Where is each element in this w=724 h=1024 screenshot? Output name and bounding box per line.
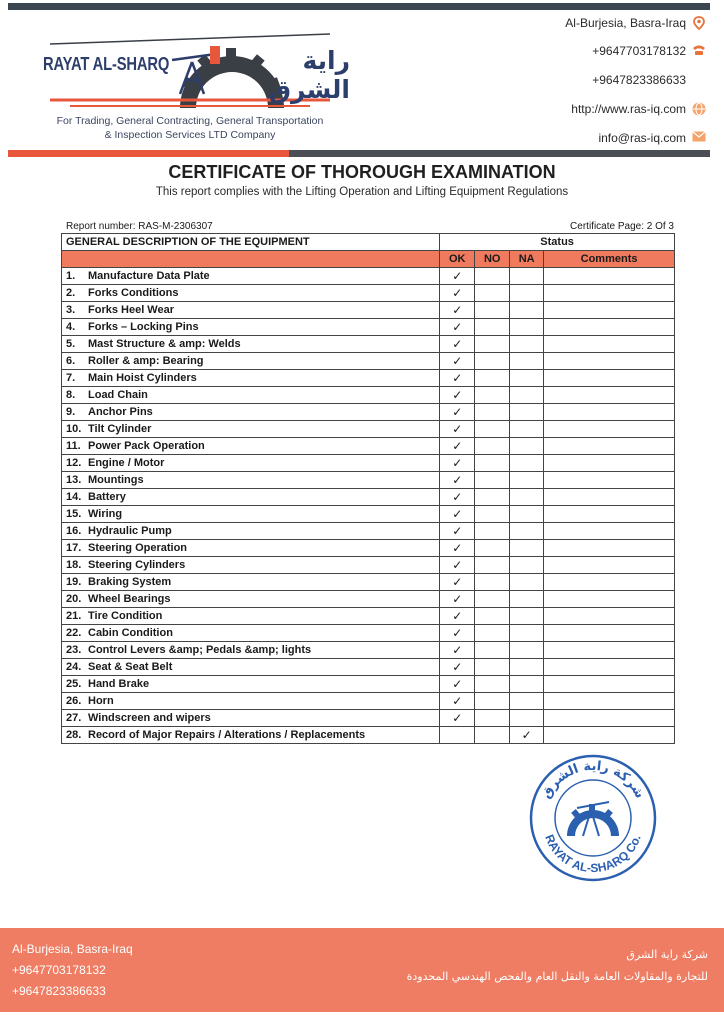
equipment-item — [62, 574, 440, 591]
comments-cell — [544, 387, 675, 404]
table-row — [62, 455, 675, 472]
status-cell-no — [475, 591, 510, 608]
table-row — [62, 387, 675, 404]
certificate-subtitle: This report complies with the Lifting Operation and Lifting Equipment Regulations — [155, 186, 569, 198]
svg-text:شركة راية الشرق: شركة راية الشرق — [538, 758, 648, 802]
checkmark-icon: ✓ — [452, 541, 463, 555]
equipment-item — [62, 302, 440, 319]
status-cell-na — [510, 302, 544, 319]
top-rule — [8, 3, 710, 10]
table-row — [62, 285, 675, 302]
status-cell-no — [475, 506, 510, 523]
status-cell-na — [510, 676, 544, 693]
checkmark-icon: ✓ — [452, 592, 463, 606]
tagline-line-2: & Inspection Services LTD Company — [104, 129, 276, 141]
item-label: Forks – Locking Pins — [88, 321, 199, 333]
status-cell-no — [475, 370, 510, 387]
equipment-item — [62, 387, 440, 404]
equipment-item — [62, 489, 440, 506]
table-row — [62, 676, 675, 693]
contact-phone-1 — [592, 44, 706, 58]
comments-cell — [544, 421, 675, 438]
status-cell-no — [475, 319, 510, 336]
status-cell-ok — [440, 557, 475, 574]
phone-icon — [692, 44, 706, 58]
equipment-item — [62, 472, 440, 489]
status-cell-na — [510, 591, 544, 608]
status-cell-ok — [440, 438, 475, 455]
status-cell-no — [475, 404, 510, 421]
equipment-item — [62, 591, 440, 608]
equipment-table — [61, 233, 675, 744]
equipment-item — [62, 506, 440, 523]
comments-cell — [544, 302, 675, 319]
equipment-item — [62, 353, 440, 370]
table-row — [62, 438, 675, 455]
equipment-item — [62, 540, 440, 557]
comments-cell — [544, 455, 675, 472]
item-label: Control Levers &amp; Pedals &amp; lights — [88, 644, 312, 656]
status-cell-na — [510, 353, 544, 370]
item-number: 24. — [66, 661, 82, 673]
item-label: Braking System — [88, 576, 172, 588]
status-cell-no — [475, 540, 510, 557]
item-label: Main Hoist Cylinders — [88, 372, 197, 384]
item-label: Hydraulic Pump — [88, 525, 172, 537]
status-cell-no — [475, 285, 510, 302]
section-header: GENERAL DESCRIPTION OF THE EQUIPMENT — [62, 234, 440, 251]
table-row — [62, 421, 675, 438]
contact-address — [565, 16, 706, 30]
item-number: 3. — [66, 304, 76, 316]
item-number: 10. — [66, 423, 82, 435]
contact-phone-1-text: +9647703178132 — [592, 44, 686, 58]
equipment-item — [62, 523, 440, 540]
report-number: Report number: RAS-M-2306307 — [66, 221, 213, 232]
item-label: Horn — [88, 695, 114, 707]
item-label: Anchor Pins — [88, 406, 153, 418]
equipment-item — [62, 642, 440, 659]
status-cell-na — [510, 472, 544, 489]
equipment-item — [62, 404, 440, 421]
item-number: 7. — [66, 372, 76, 384]
status-cell-ok — [440, 302, 475, 319]
item-label: Roller & amp: Bearing — [88, 355, 204, 367]
status-cell-na — [510, 285, 544, 302]
item-label: Steering Cylinders — [88, 559, 186, 571]
contact-phone-2-text: +9647823386633 — [592, 73, 686, 87]
item-number: 1. — [66, 270, 76, 282]
status-cell-na — [510, 608, 544, 625]
checkmark-icon: ✓ — [452, 439, 463, 453]
comments-cell — [544, 404, 675, 421]
contact-website-text: http://www.ras-iq.com — [571, 102, 686, 116]
checkmark-icon: ✓ — [452, 507, 463, 521]
table-row — [62, 523, 675, 540]
item-label: Battery — [88, 491, 126, 503]
equipment-item — [62, 557, 440, 574]
status-cell-no — [475, 557, 510, 574]
equipment-item — [62, 319, 440, 336]
item-number: 16. — [66, 525, 82, 537]
item-number: 20. — [66, 593, 82, 605]
checkmark-icon: ✓ — [452, 677, 463, 691]
status-cell-ok — [440, 370, 475, 387]
status-cell-na — [510, 506, 544, 523]
equipment-item — [62, 455, 440, 472]
comments-cell — [544, 268, 675, 285]
item-label: Power Pack Operation — [88, 440, 205, 452]
status-cell-na — [510, 455, 544, 472]
table-row — [62, 710, 675, 727]
checkmark-icon: ✓ — [452, 286, 463, 300]
item-number: 18. — [66, 559, 82, 571]
comments-cell — [544, 727, 675, 744]
table-row — [62, 302, 675, 319]
status-cell-no — [475, 523, 510, 540]
status-cell-ok — [440, 472, 475, 489]
item-label: Tilt Cylinder — [88, 423, 152, 435]
status-cell-na — [510, 693, 544, 710]
table-row — [62, 574, 675, 591]
comments-cell — [544, 370, 675, 387]
status-cell-na — [510, 523, 544, 540]
checkmark-icon: ✓ — [452, 320, 463, 334]
certificate-title: CERTIFICATE OF THOROUGH EXAMINATION — [168, 162, 556, 182]
status-cell-no — [475, 642, 510, 659]
status-cell-na — [510, 710, 544, 727]
status-cell-ok — [440, 659, 475, 676]
status-cell-na — [510, 489, 544, 506]
comments-cell — [544, 540, 675, 557]
status-cell-na — [510, 336, 544, 353]
status-cell-no — [475, 727, 510, 744]
item-number: 13. — [66, 474, 82, 486]
checkmark-icon: ✓ — [452, 490, 463, 504]
status-cell-na — [510, 642, 544, 659]
equipment-item — [62, 727, 440, 744]
logo-name-ar: راية الشرق — [268, 46, 350, 104]
comments-cell — [544, 676, 675, 693]
tagline-line-1: For Trading, General Contracting, General Transportation — [56, 115, 324, 127]
equipment-item — [62, 285, 440, 302]
status-cell-no — [475, 268, 510, 285]
comments-cell — [544, 608, 675, 625]
status-cell-ok — [440, 710, 475, 727]
status-cell-ok — [440, 353, 475, 370]
status-cell-no — [475, 472, 510, 489]
footer-address: Al-Burjesia, Basra-Iraq — [12, 942, 133, 956]
equipment-item — [62, 676, 440, 693]
status-cell-ok — [440, 608, 475, 625]
checkmark-icon: ✓ — [452, 694, 463, 708]
footer-bar — [0, 928, 724, 1012]
col-na: NA — [510, 251, 544, 268]
status-cell-no — [475, 625, 510, 642]
contact-email-text: info@ras-iq.com — [598, 131, 686, 145]
item-label: Cabin Condition — [88, 627, 173, 639]
item-label: Windscreen and wipers — [88, 712, 211, 724]
item-label: Seat & Seat Belt — [88, 661, 173, 673]
status-cell-ok — [440, 268, 475, 285]
item-label: Mast Structure & amp: Welds — [88, 338, 241, 350]
comments-cell — [544, 336, 675, 353]
status-cell-ok — [440, 574, 475, 591]
contact-address-text: Al-Burjesia, Basra-Iraq — [565, 16, 686, 30]
status-cell-na — [510, 421, 544, 438]
equipment-item — [62, 370, 440, 387]
table-row — [62, 370, 675, 387]
item-number: 14. — [66, 491, 82, 503]
table-row — [62, 489, 675, 506]
item-number: 9. — [66, 406, 76, 418]
table-row — [62, 268, 675, 285]
item-number: 25. — [66, 678, 82, 690]
company-logo — [30, 16, 350, 146]
comments-cell — [544, 353, 675, 370]
checkmark-icon: ✓ — [452, 626, 463, 640]
table-row — [62, 693, 675, 710]
status-cell-no — [475, 455, 510, 472]
footer-phone-2: +9647823386633 — [12, 984, 106, 998]
status-cell-no — [475, 710, 510, 727]
table-row — [62, 404, 675, 421]
footer-services-ar: للتجارة والمقاولات العامة والنقل العام والفحص الهندسي المحدودة — [406, 970, 708, 983]
item-number: 28. — [66, 729, 82, 741]
item-label: Manufacture Data Plate — [88, 270, 210, 282]
item-number: 12. — [66, 457, 82, 469]
status-cell-ok — [440, 285, 475, 302]
table-row — [62, 608, 675, 625]
status-cell-no — [475, 489, 510, 506]
checkmark-icon: ✓ — [452, 269, 463, 283]
comments-cell — [544, 591, 675, 608]
status-cell-ok — [440, 404, 475, 421]
checkmark-icon: ✓ — [452, 575, 463, 589]
item-number: 11. — [66, 440, 81, 452]
item-label: Wheel Bearings — [88, 593, 171, 605]
equipment-item — [62, 268, 440, 285]
status-cell-ok — [440, 540, 475, 557]
table-row — [62, 659, 675, 676]
equipment-item — [62, 336, 440, 353]
item-number: 15. — [66, 508, 82, 520]
header-divider-bar — [8, 150, 710, 157]
checkmark-icon: ✓ — [452, 422, 463, 436]
item-number: 22. — [66, 627, 82, 639]
checkmark-icon: ✓ — [452, 660, 463, 674]
equipment-item — [62, 438, 440, 455]
equipment-item — [62, 693, 440, 710]
status-cell-no — [475, 693, 510, 710]
status-cell-ok — [440, 489, 475, 506]
status-cell-ok — [440, 642, 475, 659]
table-row — [62, 642, 675, 659]
status-cell-na — [510, 659, 544, 676]
item-label: Load Chain — [88, 389, 148, 401]
status-cell-ok — [440, 455, 475, 472]
globe-icon — [692, 102, 706, 116]
comments-cell — [544, 319, 675, 336]
status-cell-no — [475, 659, 510, 676]
status-cell-na — [510, 540, 544, 557]
comments-cell — [544, 506, 675, 523]
status-cell-ok — [440, 336, 475, 353]
equipment-item — [62, 625, 440, 642]
status-cell-no — [475, 353, 510, 370]
checkmark-icon: ✓ — [452, 609, 463, 623]
header-spacer — [62, 251, 440, 268]
checkmark-icon: ✓ — [452, 456, 463, 470]
comments-cell — [544, 285, 675, 302]
table-row — [62, 472, 675, 489]
status-cell-ok — [440, 421, 475, 438]
comments-cell — [544, 659, 675, 676]
status-cell-na — [510, 625, 544, 642]
table-row — [62, 625, 675, 642]
table-row — [62, 727, 675, 744]
item-label: Forks Heel Wear — [88, 304, 175, 316]
footer-company-ar: شركة راية الشرق — [626, 948, 708, 961]
status-cell-ok — [440, 319, 475, 336]
equipment-item — [62, 608, 440, 625]
item-number: 5. — [66, 338, 76, 350]
status-cell-ok — [440, 676, 475, 693]
status-cell-na — [510, 370, 544, 387]
status-cell-ok — [440, 506, 475, 523]
comments-cell — [544, 642, 675, 659]
col-no: NO — [475, 251, 510, 268]
equipment-item — [62, 421, 440, 438]
item-label: Mountings — [88, 474, 144, 486]
status-cell-no — [475, 608, 510, 625]
checkmark-icon: ✓ — [452, 371, 463, 385]
equipment-item — [62, 659, 440, 676]
checkmark-icon: ✓ — [452, 558, 463, 572]
item-label: Record of Major Repairs / Alterations / Replacements — [88, 729, 366, 741]
status-cell-no — [475, 438, 510, 455]
status-cell-no — [475, 302, 510, 319]
status-cell-ok — [440, 727, 475, 744]
checkmark-icon: ✓ — [452, 337, 463, 351]
comments-cell — [544, 625, 675, 642]
status-cell-na — [510, 557, 544, 574]
comments-cell — [544, 472, 675, 489]
table-row — [62, 319, 675, 336]
item-number: 6. — [66, 355, 76, 367]
col-ok: OK — [440, 251, 475, 268]
table-row — [62, 557, 675, 574]
item-label: Tire Condition — [88, 610, 163, 622]
table-row — [62, 353, 675, 370]
comments-cell — [544, 438, 675, 455]
logo-name-en: RAYAT AL-SHARQ — [43, 54, 170, 74]
comments-cell — [544, 574, 675, 591]
table-row — [62, 506, 675, 523]
checkmark-icon: ✓ — [452, 354, 463, 368]
comments-cell — [544, 489, 675, 506]
table-row — [62, 591, 675, 608]
status-cell-no — [475, 387, 510, 404]
item-number: 23. — [66, 644, 82, 656]
item-number: 27. — [66, 712, 82, 724]
item-label: Steering Operation — [88, 542, 188, 554]
checkmark-icon: ✓ — [452, 473, 463, 487]
comments-cell — [544, 693, 675, 710]
status-cell-na — [510, 727, 544, 744]
status-cell-ok — [440, 523, 475, 540]
status-cell-ok — [440, 693, 475, 710]
checkmark-icon: ✓ — [452, 524, 463, 538]
certificate-page: Certificate Page: 2 Of 3 — [570, 221, 674, 232]
table-row — [62, 540, 675, 557]
svg-text:RAYAT AL-SHARQ Co.: RAYAT AL-SHARQ Co. — [542, 832, 644, 876]
status-cell-ok — [440, 591, 475, 608]
status-cell-na — [510, 268, 544, 285]
checkmark-icon: ✓ — [521, 728, 532, 742]
location-pin-icon — [692, 16, 706, 30]
checkmark-icon: ✓ — [452, 303, 463, 317]
status-header: Status — [440, 234, 675, 251]
status-cell-na — [510, 387, 544, 404]
company-stamp — [527, 752, 659, 884]
item-label: Wiring — [88, 508, 123, 520]
status-cell-no — [475, 676, 510, 693]
status-cell-ok — [440, 625, 475, 642]
item-label: Engine / Motor — [88, 457, 165, 469]
item-number: 19. — [66, 576, 82, 588]
contact-email — [598, 131, 706, 145]
footer-phone-1: +9647703178132 — [12, 963, 106, 977]
checkmark-icon: ✓ — [452, 643, 463, 657]
item-number: 2. — [66, 287, 76, 299]
status-cell-na — [510, 404, 544, 421]
comments-cell — [544, 557, 675, 574]
status-cell-ok — [440, 387, 475, 404]
contact-phone-2 — [592, 73, 706, 87]
table-row — [62, 336, 675, 353]
item-number: 8. — [66, 389, 76, 401]
status-cell-na — [510, 319, 544, 336]
status-cell-na — [510, 438, 544, 455]
col-comments: Comments — [544, 251, 675, 268]
item-label: Forks Conditions — [88, 287, 179, 299]
mail-icon — [692, 131, 706, 145]
status-cell-na — [510, 574, 544, 591]
status-cell-no — [475, 574, 510, 591]
status-cell-no — [475, 336, 510, 353]
checkmark-icon: ✓ — [452, 388, 463, 402]
checkmark-icon: ✓ — [452, 711, 463, 725]
status-cell-no — [475, 421, 510, 438]
comments-cell — [544, 523, 675, 540]
item-label: Hand Brake — [88, 678, 150, 690]
item-number: 21. — [66, 610, 82, 622]
comments-cell — [544, 710, 675, 727]
item-number: 4. — [66, 321, 76, 333]
checkmark-icon: ✓ — [452, 405, 463, 419]
stamp-seal-icon — [527, 752, 659, 884]
item-number: 26. — [66, 695, 82, 707]
item-number: 17. — [66, 542, 82, 554]
contact-website — [571, 102, 706, 116]
equipment-item — [62, 710, 440, 727]
